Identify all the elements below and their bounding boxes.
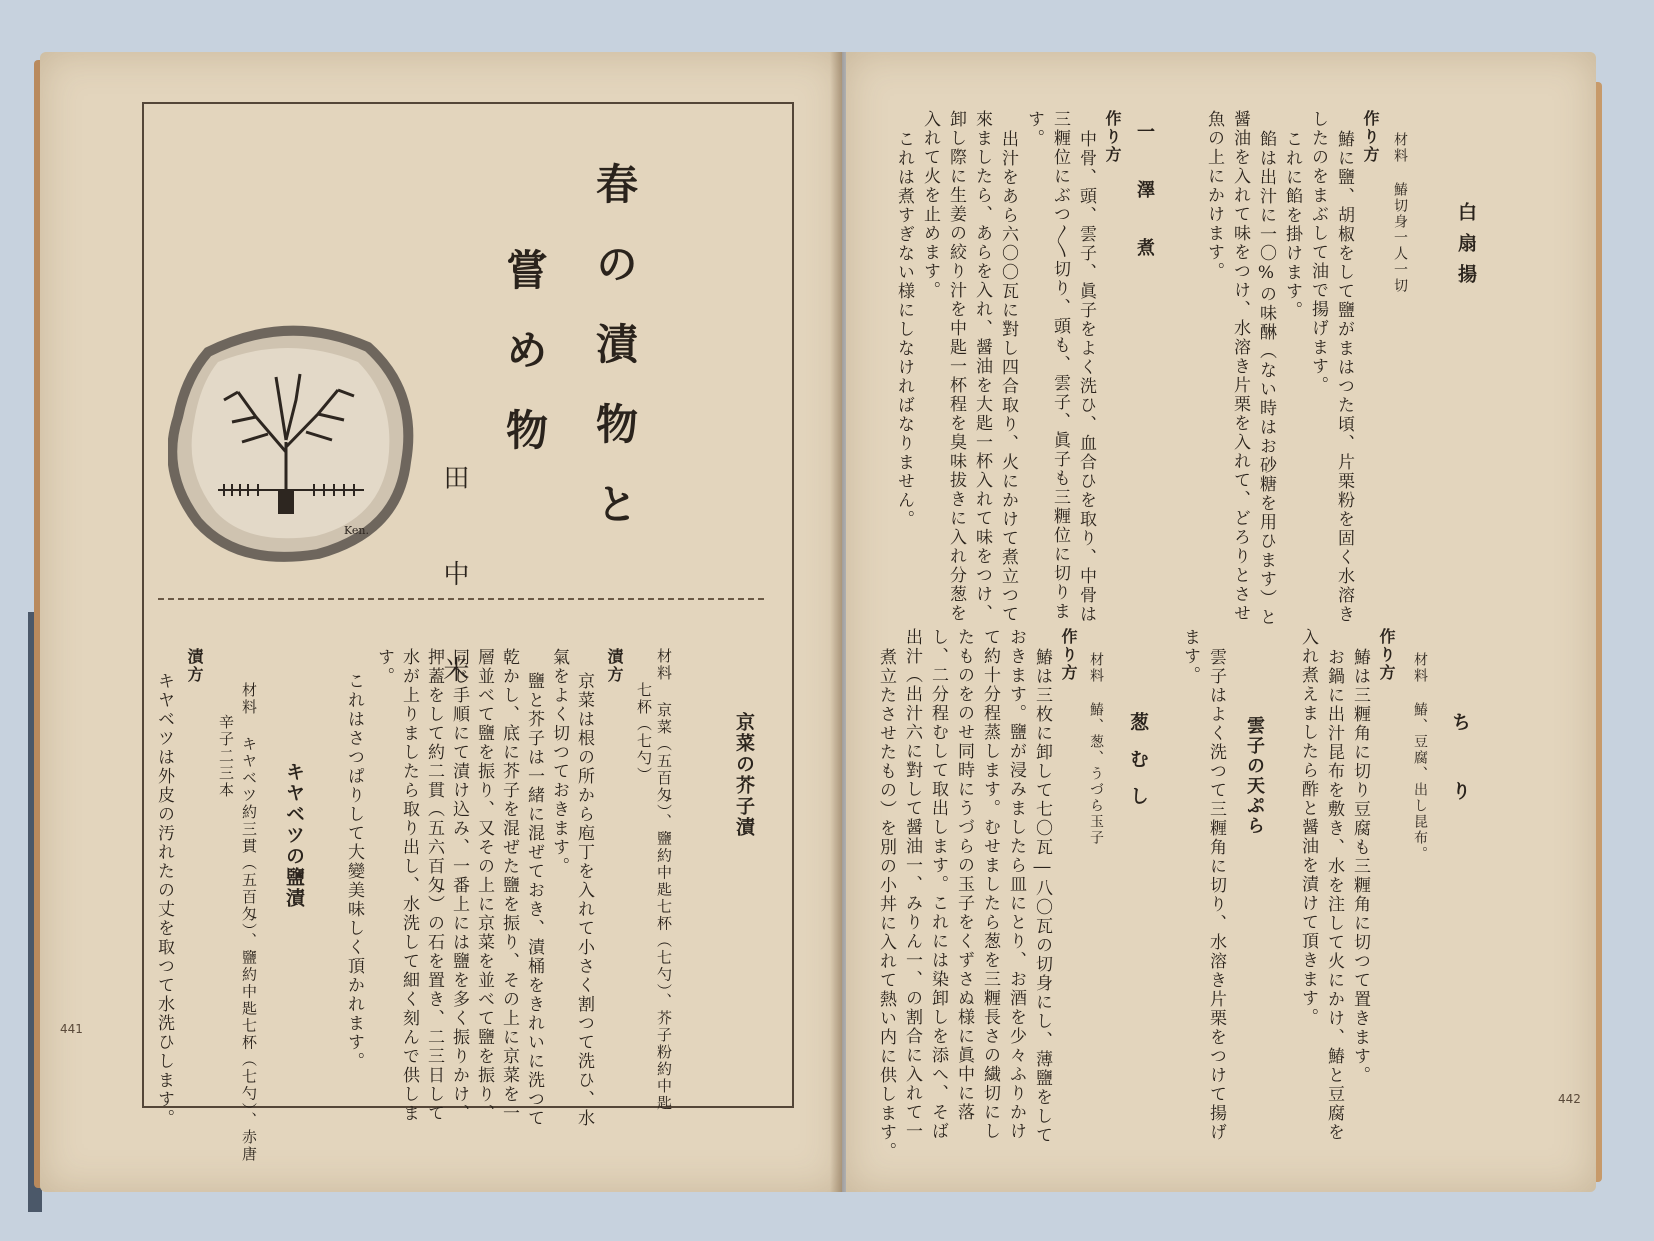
sawani-method-label: 作り方 — [1103, 110, 1122, 164]
tempura-method-2: ます。 — [1180, 628, 1200, 685]
kyona-method-10: これはさつぱりして大變美味しく頂かれます。 — [344, 672, 364, 1071]
sawani-method-8: これは煮すぎない様にしなければなりません。 — [894, 130, 914, 529]
kyona-method-2: 氣をよく切つておきます。 — [549, 648, 569, 876]
page-number-left: 441 — [60, 1022, 83, 1036]
right-page — [846, 52, 1596, 1192]
recipe-title-sawani: 一澤煮 — [1134, 122, 1155, 296]
kyona-method-label: 漬方 — [605, 648, 624, 684]
recipe-title-negimushi: 葱むし — [1127, 712, 1149, 823]
chiri-method-3: 入れ煮えましたら酢と醤油を漬けて頂きます。 — [1298, 628, 1318, 1027]
chiri-material: 材料 鰆、豆腐、出し昆布。 — [1412, 652, 1428, 862]
sawani-method-5: 來ましたら、あらを入れ、醤油を大匙一杯入れて味をつけ、 — [972, 110, 992, 623]
negimushi-material: 材料 鰆、葱、うづら玉子 — [1088, 652, 1104, 846]
hakusen-method-1: 鰆に鹽、胡椒をして鹽がまはつた頃、片栗粉を固く水溶き — [1334, 130, 1354, 624]
kyona-method-3: 鹽と芥子は一緒に混ぜておき、漬桶をきれいに洗つて — [524, 672, 544, 1128]
negimushi-method-1: 鰆は三枚に卸して七〇瓦―八〇瓦の切身にし、薄鹽をして — [1032, 648, 1052, 1145]
cabbage-method-label: 漬方 — [185, 648, 204, 684]
kyona-material-1: 材料 京菜（五百匁）、鹽約中匙七杯（七勺）、芥子粉約中匙 — [655, 648, 673, 1112]
recipe-title-tempura: 雲子の天ぷら — [1244, 716, 1265, 836]
tempura-method-1: 雲子はよく洗つて三糎角に切り、水溶き片栗をつけて揚げ — [1206, 648, 1226, 1142]
negimushi-method-6: 出汁（出汁六に對して醤油一、みりん一、の割合に入れて一 — [902, 628, 922, 1141]
sawani-method-2: 三糎位にぶつ〳〵切り、頭も、雲子、眞子も三糎位に切りま — [1050, 110, 1070, 621]
sawani-method-6: 卸し際に生姜の絞り汁を中匙一杯程を臭味拔きに入れ分葱を — [946, 110, 966, 623]
cabbage-material-1: 材料 キヤベツ約三貫（五百匁）、鹽約中匙七杯（七勺）、赤唐 — [240, 682, 258, 1163]
hakusen-method-2: したのをまぶして油で揚げます。 — [1308, 110, 1328, 395]
kyona-method-6: 同じ手順にて漬け込み、一番上には鹽を多く振りかけ、 — [449, 648, 469, 1123]
hakusen-method-3: これに餡を掛けます。 — [1282, 130, 1302, 320]
kyona-method-1: 京菜は根の所から庖丁を入れて小さく割つて洗ひ、水 — [574, 672, 594, 1128]
sawani-method-1: 中骨、頭、雲子、眞子をよく洗ひ、血合ひを取り、中骨は — [1076, 130, 1096, 624]
negimushi-method-label: 作り方 — [1059, 628, 1078, 682]
recipe-title-chiri: ちり — [1449, 712, 1471, 850]
open-book — [12, 52, 1612, 1202]
sawani-method-7: 入れて火を止めます。 — [920, 110, 940, 300]
recipe-title-cabbage: キヤベツの鹽漬 — [283, 762, 305, 909]
cabbage-material-2: 辛子二三本 — [217, 714, 235, 799]
left-page — [40, 52, 842, 1192]
recipe-title-hakusen: 白扇揚 — [1455, 202, 1477, 295]
cabbage-method-1: キヤベツは外皮の汚れたの丈を取つて水洗ひします。 — [154, 672, 174, 1128]
negimushi-method-2: おきます。鹽が浸みましたら皿にとり、お酒を少々ふりかけ — [1006, 628, 1026, 1141]
hakusen-method-5: 醤油を入れて味をつけ、水溶き片栗を入れて、どろりとさせ — [1230, 110, 1250, 623]
chiri-method-label: 作り方 — [1377, 628, 1396, 682]
hakusen-method-4: 餡は出汁に一〇%の味醂（ない時はお砂糖を用ひます）と — [1256, 130, 1276, 627]
kyona-material-2: 七杯（七勺） — [635, 682, 653, 784]
tree-illustration — [168, 322, 416, 562]
section-divider — [158, 598, 764, 600]
kyona-method-5: 層並べて鹽を振り、又その上に京菜を並べて鹽を振り、 — [474, 648, 494, 1123]
article-title-line1: 春の漬物と — [590, 162, 639, 562]
negimushi-method-4: たものをのせ同時にうづらの玉子をくずさぬ様に眞中に落 — [954, 628, 974, 1122]
hakusen-material: 材料 鰆切身一人一切 — [1392, 132, 1408, 294]
chiri-method-1: 鰆は三糎角に切り豆腐も三糎角に切つて置きます。 — [1350, 648, 1370, 1085]
sawani-method-3: す。 — [1024, 110, 1044, 148]
chiri-method-2: お鍋に出汁昆布を敷き、水を注して火にかけ、鰆と豆腐を — [1324, 648, 1344, 1142]
negimushi-method-5: し、二分程むして取出します。これには染卸しを添へ、そば — [928, 628, 948, 1141]
kyona-method-8: 水が上りましたら取り出し、水洗して細く刻んで供しま — [399, 648, 419, 1123]
hakusen-method-label: 作り方 — [1361, 110, 1380, 164]
article-title-line2: 嘗め物 — [500, 248, 549, 488]
illustration-signature: Ken. — [344, 524, 370, 537]
negimushi-method-3: て約十分程蒸します。むせましたら葱を三糎長さの繊切にし — [980, 628, 1000, 1141]
recipe-title-kyona: 京菜の芥子漬 — [733, 712, 755, 838]
kyona-method-9: す。 — [374, 648, 394, 686]
author-name: 田中米 — [439, 464, 469, 752]
page-number-right: 442 — [1558, 1092, 1581, 1106]
kyona-method-4: 乾かし、底に芥子を混ぜた鹽を振り、その上に京菜を一 — [499, 648, 519, 1123]
kyona-method-7: 押蓋をして約二貫（五六百匁）の石を置き、二三日して — [424, 648, 444, 1123]
negimushi-method-7: 煮立たさせたもの）を別の小丼に入れて熱い内に供します。 — [876, 648, 896, 1161]
sawani-method-4: 出汁をあら六〇〇瓦に對し四合取り、火にかけて煮立つて — [998, 130, 1018, 624]
hakusen-method-6: 魚の上にかけます。 — [1204, 110, 1224, 281]
